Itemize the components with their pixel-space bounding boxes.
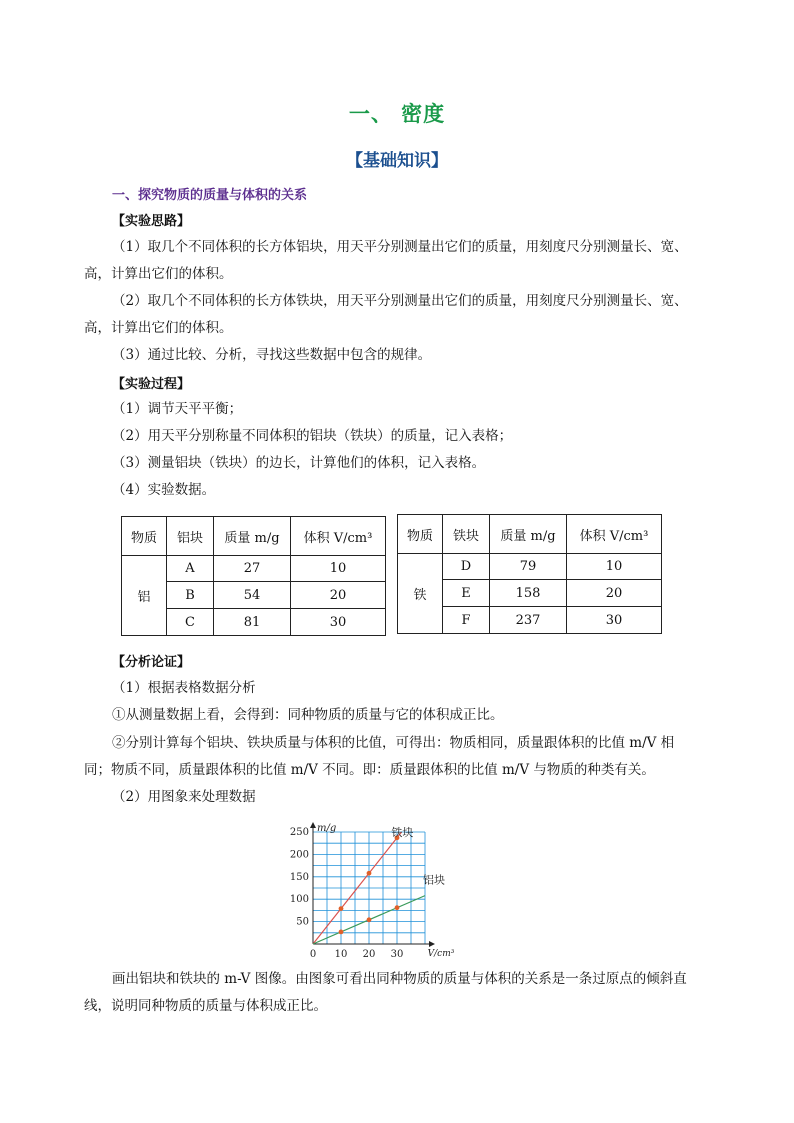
table-cell: 30 <box>567 607 662 634</box>
aluminum-table <box>121 516 386 636</box>
page-title: 一、 密度 <box>348 102 446 126</box>
table-cell: 27 <box>214 556 291 582</box>
data-point <box>339 906 344 911</box>
process-line: （1）调节天平平衡； <box>112 401 243 417</box>
process-line: （3）测量铝块（铁块）的边长，计算他们的体积，记入表格。 <box>112 455 486 471</box>
x-tick-label: 30 <box>390 949 404 960</box>
table-header: 体积 V/cm³ <box>291 517 386 556</box>
table-cell: 237 <box>490 607 567 634</box>
table-cell: 10 <box>291 556 386 582</box>
material-cell: 铝 <box>122 556 167 636</box>
idea-line: （2）取几个不同体积的长方体铁块，用天平分别测量出它们的质量，用刻度尺分别测量长、宽、 <box>112 293 688 309</box>
idea-line: 高，计算出它们的体积。 <box>84 266 233 282</box>
y-tick-label: 150 <box>289 871 309 883</box>
table-header: 物质 <box>398 515 443 554</box>
y-axis-arrow <box>310 822 316 828</box>
table-cell: B <box>167 582 214 609</box>
y-tick-label: 100 <box>289 894 309 906</box>
y-tick-label: 250 <box>289 827 309 838</box>
table-header: 铁块 <box>443 515 490 554</box>
analysis-line: （1）根据表格数据分析 <box>112 680 256 696</box>
section-heading: 一、探究物质的质量与体积的关系 <box>112 188 308 203</box>
table-cell: 20 <box>567 580 662 607</box>
table-cell: E <box>443 580 490 607</box>
material-cell: 铁 <box>398 554 443 634</box>
table-header: 物质 <box>122 517 167 556</box>
idea-heading: 【实验思路】 <box>112 214 191 229</box>
table-cell: 30 <box>291 609 386 636</box>
series-label: 铁块 <box>391 826 414 839</box>
table-cell: 54 <box>214 582 291 609</box>
table-cell: A <box>167 556 214 582</box>
series-label: 铝块 <box>423 873 445 887</box>
analysis-line: 同；物质不同，质量跟体积的比值 m/V 不同。即：质量跟体积的比值 m/V 与物质的种类有关。 <box>84 762 655 778</box>
analysis-line: ①从测量数据上看，会得到：同种物质的质量与它的体积成正比。 <box>112 707 504 723</box>
analysis-line: ②分别计算每个铝块、铁块质量与体积的比值，可得出：物质相同，质量跟体积的比值 m/V 相 <box>112 735 675 751</box>
table-header: 质量 m/g <box>214 517 291 556</box>
process-line: （2）用天平分别称量不同体积的铝块（铁块）的质量，记入表格； <box>112 428 513 444</box>
m-v-chart <box>285 815 455 965</box>
process-line: （4）实验数据。 <box>112 482 216 498</box>
idea-line: （1）取几个不同体积的长方体铝块，用天平分别测量出它们的质量，用刻度尺分别测量长、宽、 <box>112 239 688 255</box>
data-point <box>367 871 372 876</box>
x-axis-arrow <box>429 941 435 947</box>
y-tick-label: 50 <box>296 916 309 928</box>
x-axis-label: V/cm³ <box>427 949 455 959</box>
idea-line: 高，计算出它们的体积。 <box>84 320 233 336</box>
table-cell: D <box>443 554 490 580</box>
data-point <box>339 930 344 935</box>
analysis-heading: 【分析论证】 <box>112 655 191 670</box>
table-header: 质量 m/g <box>490 515 567 554</box>
table-cell: 79 <box>490 554 567 580</box>
table-cell: F <box>443 607 490 634</box>
table-header: 体积 V/cm³ <box>567 515 662 554</box>
iron-table <box>397 514 662 634</box>
table-header: 铝块 <box>167 517 214 556</box>
table-cell: C <box>167 609 214 636</box>
x-tick-label: 10 <box>334 949 348 960</box>
table-cell: 20 <box>291 582 386 609</box>
table-cell: 10 <box>567 554 662 580</box>
y-axis-label: m/g <box>317 823 337 834</box>
table-cell: 158 <box>490 580 567 607</box>
table-cell: 81 <box>214 609 291 636</box>
section-subtitle: 【基础知识】 <box>346 151 448 171</box>
y-tick-label: 200 <box>289 849 309 861</box>
data-point <box>367 917 372 922</box>
conclusion-line: 画出铝块和铁块的 m-V 图像。由图象可看出同种物质的质量与体积的关系是一条过原点的倾斜直 <box>112 971 687 987</box>
idea-line: （3）通过比较、分析，寻找这些数据中包含的规律。 <box>112 347 432 363</box>
conclusion-line: 线，说明同种物质的质量与体积成正比。 <box>84 998 327 1014</box>
x-tick-label: 20 <box>362 949 376 960</box>
x-tick-label: 0 <box>309 949 317 960</box>
data-point <box>395 905 400 910</box>
analysis-line: （2）用图象来处理数据 <box>112 789 256 805</box>
process-heading: 【实验过程】 <box>112 377 191 392</box>
